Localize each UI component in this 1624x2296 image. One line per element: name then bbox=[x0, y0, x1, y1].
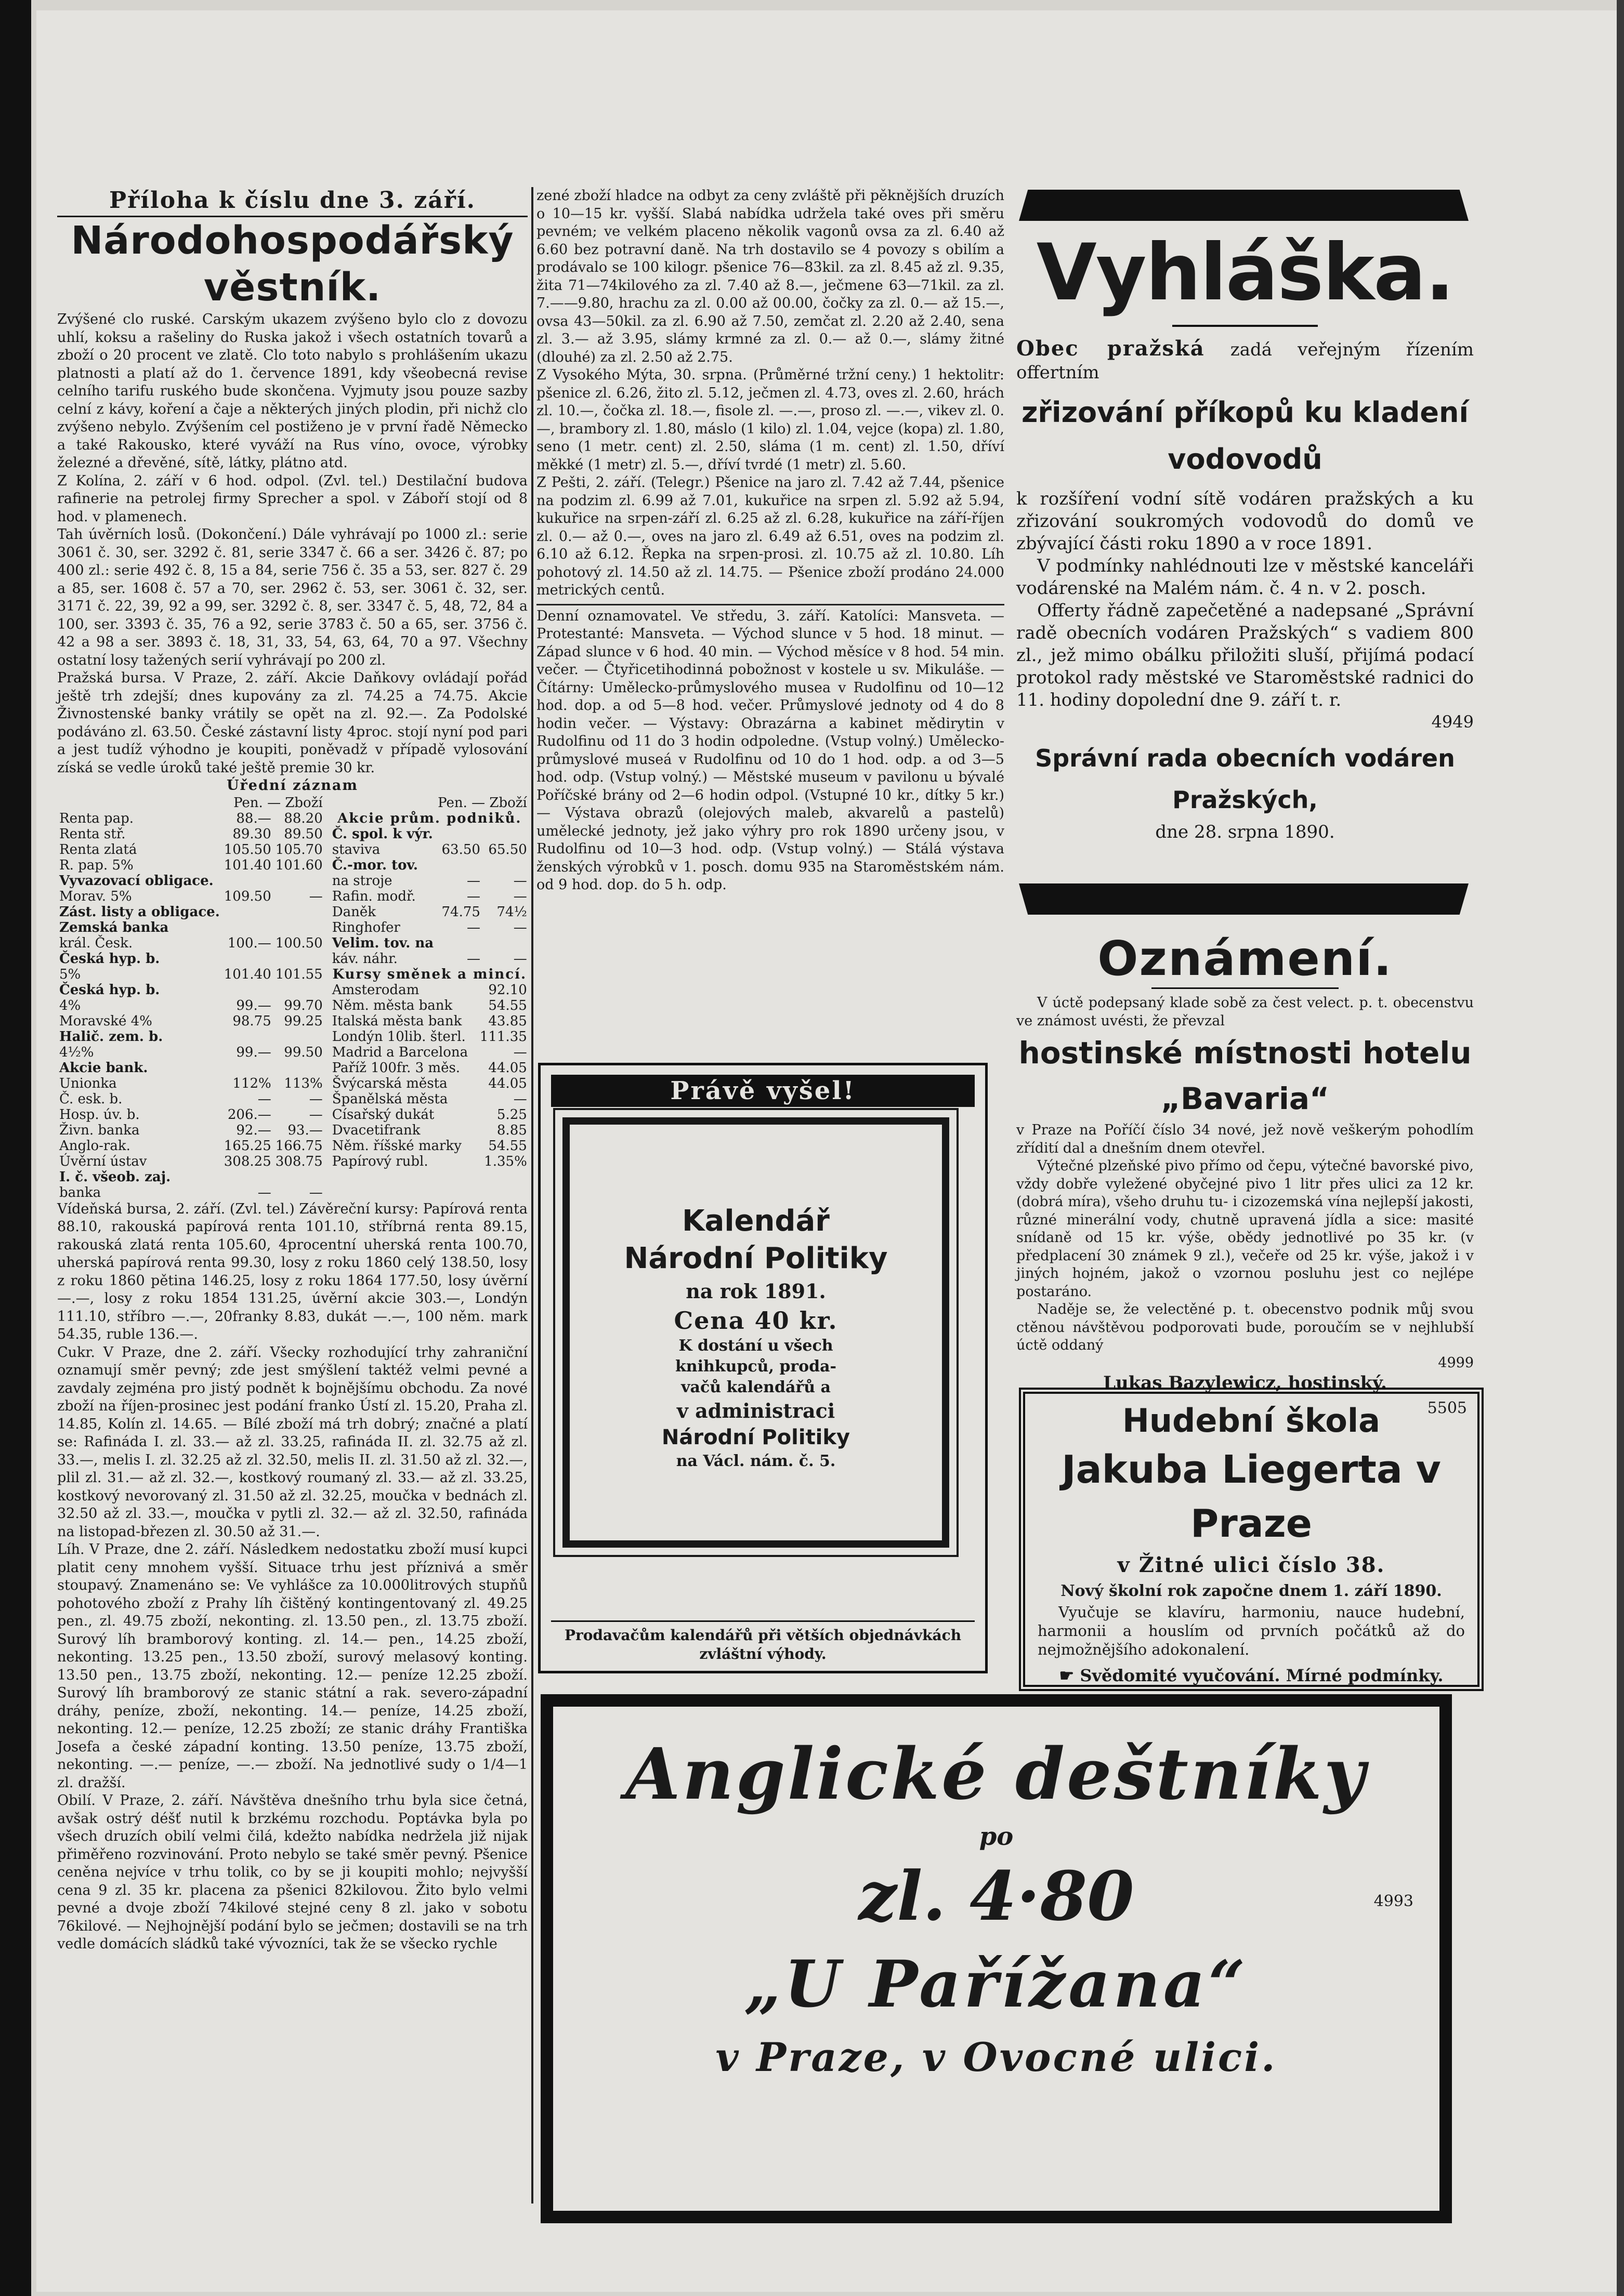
article-sugar: Cukr. V Praze, dne 2. září. Všecky rozhodující trhy zahraniční oznamují směr pevný; zde jest smýšlení taktéž velmi pevné a zavdaly zejména pro jistý podnět k bojnějšímu obchodu. Za nové zboží na říjen-prosinec jest podání franko Ústí zl. 15.20, Praha zl. 14.85, Kolín zl. 14.65. — Bílé zboží má trh dobrý; značné a platí se: Rafináda I. zl. 33.— až zl. 33.25, rafináda II. zl. 32.75 až zl. 33.—, melis I. zl. 32.25 až zl. 32.50, melis II. zl. 31.50 až zl. 32.—, plil zl. 31.— až zl. 32.—, kostkový roumaný zl. 33.— až zl. 33.25, kostkový nevorovaný zl. 31.50 až zl. 32.25, moučka v bednách zl. 32.50 až zl. 33.—, moučka v pytli zl. 32.— až zl. 32.50, rafináda na listopad-březen zl. 30.50 až 31.—. bbox=[57, 1344, 528, 1540]
quote-value bbox=[273, 1060, 325, 1076]
quote-value: 74½ bbox=[496, 904, 527, 920]
umbrellas-price-value: zl. 4·80 bbox=[858, 1856, 1134, 1936]
quote-row bbox=[330, 904, 529, 920]
vyhlaska-date: dne 28. srpna 1890. bbox=[1155, 822, 1335, 842]
vyhlaska-lead bbox=[1016, 337, 1474, 384]
quote-row bbox=[57, 1060, 325, 1076]
quote-label: Rafin. modř. bbox=[332, 888, 416, 904]
quote-value bbox=[473, 1029, 477, 1045]
quote-value: — bbox=[466, 873, 480, 889]
quote-value bbox=[473, 998, 477, 1013]
quote-value: 166.75 bbox=[275, 1138, 323, 1154]
quote-row bbox=[57, 1107, 325, 1123]
calendar-year: na rok 1891. bbox=[686, 1279, 826, 1303]
article-daily-notices: Denní oznamovatel. Ve středu, 3. září. Katolíci: Mansveta. — Protestanté: Mansveta. — Východ slunce v 5 hod. 18 minut. — Západ slunce v 6 hod. 40 min. — Východ měsíce v 8 hod. 54 min. večer. — Čtyřicetihodinná pobožnost v kostele u sv. Mikuláše. — Čítárny: Umělecko-průmyslového musea v Rudolfinu od 10—12 hod. dop. a od 5—8 hod. večer. Průmyslové jednoty od 4 do 8 hodin večer. — Výstavy: Obrazárna a kabinet mědirytin v Rudolfinu od 11 do 3 hodin odpoledne. (Vstup volný.) Umělecko-průmyslové museá v Rudolfinu od 10 do 1 hod. odp. a od 3—5 hod. odp. (Vstup volný.) — Městské museum v pavilonu u bývalé Poříčské brány od 2—6 hodin odpol. (Vstupné 10 kr., dítky 5 kr.) — Výstava obrazů (olejových maleb, akvarelů a pastelů) umělecké jednoty, jež jako výhry pro rok 1890 určeny jsou, v Rudolfinu od 10—3 hod. odp. (Vstup volný.) — Stálá výstava ženských výrobků v 1. posch. domu 935 na Staroměstském nám. od 9 hod. dop. do 5 h. odp. bbox=[536, 608, 1004, 893]
quote-value: — bbox=[513, 888, 527, 904]
fx-row bbox=[330, 1029, 529, 1045]
school-address: v Žitné ulici číslo 38. bbox=[1117, 1553, 1385, 1577]
quote-value bbox=[273, 1169, 325, 1185]
quote-value: 101.60 bbox=[275, 857, 323, 873]
quote-row bbox=[57, 811, 325, 826]
quotes-right-block bbox=[330, 795, 529, 1200]
quote-value bbox=[473, 1045, 477, 1060]
quote-row bbox=[57, 951, 325, 967]
fx-row bbox=[330, 982, 529, 998]
school-footer bbox=[1025, 1663, 1477, 1688]
fx-row bbox=[330, 1060, 529, 1076]
vyhlaska-title: Vyhláška. bbox=[1036, 228, 1454, 318]
column-rule-1 bbox=[531, 187, 533, 2203]
quote-label: Italská města bank bbox=[332, 1013, 462, 1029]
quote-value: 308.25 bbox=[224, 1153, 271, 1169]
quote-value bbox=[473, 1060, 477, 1076]
quote-row bbox=[330, 951, 529, 967]
umbrellas-shop: „U Pařížana“ bbox=[744, 1947, 1249, 2022]
calendar-line-3: vačů kalendářů a bbox=[681, 1378, 831, 1396]
school-ref: 5505 bbox=[1427, 1399, 1467, 1417]
vyhlaska-lead-text: zadá veřejným řízením offertním bbox=[1016, 339, 1474, 383]
oznameni-body-4: Naděje se, že velectěné p. t. obecenstvo podnik můj svou ctěnou návštěvou podporovati bude, poroučím se v nejhlubší úctě oddaný bbox=[1016, 1301, 1474, 1353]
vyhlaska-headline: zřizování příkopů ku kladení vodovodů bbox=[1021, 396, 1469, 476]
quote-label: Unionka bbox=[59, 1075, 117, 1091]
ad-umbrellas bbox=[541, 1694, 1452, 2223]
quote-row bbox=[57, 842, 325, 857]
quote-value: — bbox=[513, 951, 527, 967]
quote-value bbox=[273, 920, 325, 935]
quote-label: král. Česk. bbox=[59, 935, 133, 951]
article-kolin-fire: Z Kolína, 2. září v 6 hod. odpol. (Zvl. tel.) Destilační budova rafinerie na petrolej firmy Sprecher a spol. v Záboří stojí od 8 hod. v plamenech. bbox=[57, 472, 528, 525]
quote-value: 1.35% bbox=[484, 1153, 527, 1169]
quote-value: 89.50 bbox=[284, 826, 323, 842]
quote-value bbox=[473, 1013, 477, 1029]
calendar-footer: Prodavačům kalendářů při větších objednávkách zvláštní výhody. bbox=[551, 1620, 975, 1664]
quote-label: Morav. 5% bbox=[59, 888, 132, 904]
calendar-banner: Právě vyšel! bbox=[551, 1075, 975, 1107]
quote-row bbox=[57, 1076, 325, 1091]
quote-row bbox=[57, 1138, 325, 1154]
quote-value: — bbox=[309, 1091, 323, 1107]
quote-label: Česká hyp. b. bbox=[59, 982, 160, 998]
article-pest: Z Pešti, 2. září. (Telegr.) Pšenice na jaro zl. 7.42 až 7.44, pšenice na podzim zl. 6.99 až 7.01, kukuřice na srpen zl. 5.92 až 5.94, kukuřice na srpen-září zl. 6.25 až zl. 6.28, kukuřice na září-říjen zl. 0.— až 0.—, oves na jaro zl. 6.49 až 6.51, oves na podzim zl. 6.10 až 6.12. Řepka na srpen-prosi. zl. 10.75 až zl. 10.80. Líh pohotový zl. 14.50 až zl. 14.75. — Pšenice zboží prodáno 24.000 metrických centů. bbox=[536, 474, 1004, 598]
ad-vyhlaska bbox=[1016, 221, 1474, 870]
article-prague-bourse: Pražská bursa. V Praze, 2. září. Akcie Daňkovy ovládají pořád ještě trh zdejší; dnes kupovány za zl. 74.25 a 74.75. Akcie Živnostenské banky vrátily se opět na zl. 92.—. Za Podolské podáváno zl. 63.50. České zástavní listy 4proc. stojí nyní pod pari a jest tudíž výhodno je koupiti, poněvadž v případě vylosování získá se vedle úroků také ještě premie 30 kr. bbox=[57, 670, 528, 776]
quote-label: R. pap. 5% bbox=[59, 857, 134, 873]
vyhlaska-top-bar bbox=[1019, 190, 1469, 221]
quote-value bbox=[473, 1091, 477, 1107]
quote-value: 65.50 bbox=[488, 841, 527, 857]
quote-value bbox=[222, 1029, 273, 1045]
fx-row bbox=[330, 998, 529, 1013]
quote-row bbox=[57, 873, 325, 889]
quote-label: Živn. banka bbox=[59, 1122, 140, 1138]
quote-value: 113% bbox=[284, 1075, 323, 1091]
quote-value: 92.10 bbox=[488, 982, 527, 998]
quote-label: Č. esk. b. bbox=[59, 1091, 123, 1107]
article-grain: Obilí. V Praze, 2. září. Návštěva dnešního trhu byla sice četná, avšak ostrý déšť nutil k brzkému rozchodu. Poptávka byla po všech druzích obilí velmi čilá, kdežto nabídka nedržela již nijak přiměřeno rozvinování. Proto nebylo se také směr pevný. Pšenice ceněna nejvíce v trhu tolik, co by se ji koupiti mohlo; nejvyšší cena 9 zl. 35 kr. placena za pšenici 82kilovou. Žito bylo velmi pevné a dvoje zboží 74kilové stejné ceny 8 zl. jako v sobotu 76kilové. — Nejhojnější podání bylo se ječmen; dostavili se na trh vedle domácích sládků také vývozníci, tak že se všecko rychle bbox=[57, 1792, 528, 1952]
quote-row bbox=[57, 935, 325, 951]
calendar-line-6: na Václ. nám. č. 5. bbox=[676, 1452, 836, 1470]
vyhlaska-body-2: V podmínky nahlédnouti lze v městské kanceláři vodárenské na Malém nám. č. 4 n. v 2. posch. bbox=[1016, 556, 1474, 599]
fx-row bbox=[330, 1107, 529, 1123]
economic-title: Národohospodářský věstník. bbox=[71, 218, 514, 310]
pointing-hand-icon: ☛ bbox=[1059, 1666, 1080, 1685]
fx-row bbox=[330, 1154, 529, 1169]
oznameni-body-1: V úctě podepsaný klade sobě za čest velect. p. t. obecenstvu ve známost uvésti, že převzal bbox=[1016, 995, 1474, 1029]
quote-value: 101.40 bbox=[224, 857, 271, 873]
quote-value: 165.25 bbox=[224, 1138, 271, 1154]
fx-heading: Kursy směnek a mincí. bbox=[332, 966, 527, 982]
quote-value bbox=[473, 1123, 477, 1138]
calendar-line-5: Národní Politiky bbox=[661, 1426, 850, 1449]
quote-value bbox=[222, 873, 273, 889]
quote-value bbox=[222, 982, 273, 998]
quote-value bbox=[273, 873, 325, 889]
article-grain-continued: zené zboží hladce na odbyt za ceny zvláště při pěknějších druzích o 10—15 kr. vyšší. Slabá nabídka udržela také oves při směru pevném; ve velkém placeno několik vagonů ovsa za zl. 6.40 až 6.60 bez potravní daně. Na trh dostavilo se 4 povozy s obilím a prodávalo se 100 kilogr. pšenice 76—83kil. za zl. 8.45 až zl. 9.35, žita 71—74kilového za zl. 7.40 až 8.—, ječmene 63—71kil. za zl. 7.——9.80, hrachu za zl. 0.00 až 00.00, čočky za zl. 0.— až 15.—, ovsa 43—50kil. za zl. 6.90 až 7.50, zemčat zl. 2.20 až 2.40, sena zl. 3.— až 3.95, slámy krmné za zl. 0.— až 0.—, slámy žitné (dlouhé) za zl. 2.50 až 2.75. bbox=[536, 188, 1004, 365]
quote-label: banka bbox=[59, 1184, 101, 1200]
quote-label: Zemská banka bbox=[59, 919, 169, 935]
vyhlaska-ref: 4949 bbox=[1431, 712, 1474, 732]
quote-value: — bbox=[309, 1106, 323, 1123]
quote-value: 93.— bbox=[287, 1122, 323, 1138]
quote-label: Něm. říšské marky bbox=[332, 1138, 462, 1154]
quote-label: Madrid a Barcelona bbox=[332, 1044, 468, 1060]
quote-row bbox=[57, 1091, 325, 1107]
quote-row bbox=[57, 1123, 325, 1138]
ad-calendar bbox=[538, 1063, 988, 1673]
quote-value: 100.50 bbox=[275, 935, 323, 951]
quote-value: 88.20 bbox=[284, 810, 323, 826]
school-footer-text: Svědomité vyučování. Mírné podmínky. bbox=[1080, 1666, 1444, 1685]
scan-right-edge bbox=[1617, 0, 1624, 2296]
quotes-heading: Úřední záznam bbox=[227, 777, 358, 794]
quote-value bbox=[273, 951, 325, 967]
vyhlaska-signature: Správní rada obecních vodáren Pražských, bbox=[1035, 744, 1455, 814]
quote-label: Císařský dukát bbox=[332, 1106, 435, 1123]
vyhlaska-lead-bold: Obec pražská bbox=[1016, 336, 1205, 361]
quote-value: — bbox=[513, 873, 527, 889]
quote-row bbox=[57, 920, 325, 935]
school-body: Vyučuje se klavíru, harmoniu, nauce hudební, harmonii a houslím od prvních počátků až do nejmožnějšího adokonalení. bbox=[1038, 1603, 1465, 1658]
fx-row bbox=[330, 1123, 529, 1138]
calendar-line-2: knihkupců, proda- bbox=[675, 1357, 836, 1376]
industrial-shares-heading: Akcie prům. podniků. bbox=[337, 810, 522, 826]
oznameni-title: Oznámení. bbox=[1097, 931, 1393, 986]
quote-value: — bbox=[466, 951, 480, 967]
supplement-header: Příloha k číslu dne 3. září. bbox=[57, 187, 528, 217]
quote-label: Renta zlatá bbox=[59, 841, 137, 857]
quote-row bbox=[330, 920, 529, 935]
quote-label: Švýcarská města bbox=[332, 1075, 448, 1091]
quote-value: — bbox=[257, 1184, 271, 1200]
quote-row bbox=[57, 889, 325, 904]
quote-label: Renta pap. bbox=[59, 810, 134, 826]
quote-label: Hosp. úv. b. bbox=[59, 1106, 140, 1123]
umbrellas-po: po bbox=[979, 1822, 1014, 1851]
quote-value bbox=[273, 904, 325, 920]
quotes-col-header-right: Pen. — Zboží bbox=[438, 795, 527, 811]
quote-label: staviva bbox=[332, 841, 381, 857]
quote-row bbox=[57, 1045, 325, 1060]
quote-label: Španělská města bbox=[332, 1091, 448, 1107]
quotes-table-left bbox=[57, 795, 325, 1200]
quote-value: 8.85 bbox=[496, 1122, 527, 1138]
quotes-table-right bbox=[330, 795, 529, 967]
vyhlaska-rule bbox=[1172, 325, 1318, 327]
quote-value bbox=[436, 857, 482, 873]
quote-label: I. č. všeob. zaj. bbox=[59, 1169, 171, 1185]
oznameni-body-3: Výtečné plzeňské pivo přímo od čepu, výtečné bavorské pivo, vždy dobře vyležené obyčejné pivo 1 litr přes ulici za 12 kr. (dobrá míra), všeho druhu tu- i cizozemská vína nejlepší jakosti, různé minerální vody, chutně upravená jídla a sice: masité snídaně od 15 kr. výše, obědy jednotlivé po 35 kr. (v předplacení 30 známek 9 zl.), večeře od 25 kr. výše, jakož i v jiných hojném, jakož o vzornou posluhu jest co nejlépe postaráno. bbox=[1016, 1158, 1474, 1300]
quote-value: 112% bbox=[232, 1075, 271, 1091]
quote-label: káv. náhr. bbox=[332, 951, 398, 967]
school-name: Jakuba Liegerta v Praze bbox=[1062, 1447, 1441, 1546]
quote-label: Č.-mor. tov. bbox=[332, 857, 418, 873]
ad-music-school bbox=[1019, 1388, 1484, 1691]
column-economic bbox=[57, 187, 528, 2214]
ad-oznameni bbox=[1016, 930, 1474, 1393]
umbrellas-price bbox=[553, 1852, 1439, 1941]
quote-value: 54.55 bbox=[488, 1138, 527, 1154]
quote-value bbox=[436, 935, 482, 951]
fx-row bbox=[330, 1076, 529, 1091]
quote-value: 63.50 bbox=[441, 841, 480, 857]
oznameni-rule bbox=[1151, 987, 1339, 989]
umbrellas-ref: 4993 bbox=[1373, 1892, 1413, 1910]
quote-value: 88.— bbox=[236, 810, 271, 826]
quote-row bbox=[330, 935, 529, 951]
quote-row bbox=[57, 857, 325, 873]
quote-row bbox=[57, 982, 325, 998]
quote-value bbox=[473, 1107, 477, 1123]
quote-value: 101.40 bbox=[224, 966, 271, 982]
quote-label: Č. spol. k výr. bbox=[332, 826, 433, 842]
quote-value bbox=[222, 1060, 273, 1076]
quote-row bbox=[57, 826, 325, 842]
article-vienna-bourse: Vídeňská bursa, 2. září. (Zvl. tel.) Závěreční kursy: Papírová renta 88.10, rakouská papírová renta 101.10, stříbrná renta 89.15, rakouská zlatá renta 105.60, 4procentní uherská renta 100.70, uherská papírová renta 99.30, losy z roku 1860 celý 138.50, losy z roku 1860 pětina 146.25, losy z roku 1864 177.50, losy úvěrní —.—, losy z roku 1854 131.25, úvěrní akcie 303.—, Londýn 111.10, stříbro —.—, 20franky 8.83, dukát —.—, 100 něm. mark 54.35, ruble 136.—. bbox=[57, 1200, 528, 1342]
daily-notices-block bbox=[536, 604, 1004, 894]
vyhlaska-body: k rozšíření vodní sítě vodáren pražských a ku zřizování soukromých vodovodů do domů ve zbývající části roku 1890 a v roce 1891. bbox=[1016, 489, 1474, 554]
quotes-tables bbox=[57, 795, 528, 1200]
quotes-table-fx bbox=[330, 967, 529, 1169]
quote-value: 74.75 bbox=[441, 904, 480, 920]
quote-label: Něm. města bank bbox=[332, 997, 453, 1013]
quote-value: — bbox=[466, 888, 480, 904]
quote-value: 99.50 bbox=[284, 1044, 323, 1060]
quote-label: Paříž 100fr. 3 měs. bbox=[332, 1060, 461, 1076]
quote-label: 4% bbox=[59, 997, 81, 1013]
calendar-text bbox=[570, 1125, 942, 1472]
quote-label: 4½% bbox=[59, 1044, 94, 1060]
column-markets bbox=[536, 187, 1004, 1039]
quote-value: — bbox=[513, 919, 527, 935]
vyhlaska-bottom-bar bbox=[1019, 883, 1469, 915]
quote-value: 99.70 bbox=[284, 997, 323, 1013]
quote-row bbox=[57, 1154, 325, 1169]
quote-row bbox=[57, 1169, 325, 1185]
quote-value: 100.— bbox=[227, 935, 271, 951]
fx-row bbox=[330, 1091, 529, 1107]
article-russian-tariff: Zvýšené clo ruské. Carským ukazem zvýšeno bylo clo z dovozu uhlí, koksu a rašeliny do Ruska jakož i všech ostatních tovarů a zboží o 20 procent ve zlatě. Clo toto nabylo s prohlášením ukazu platnosti a platí až do 1. července 1891, kdy všeobecná revise celního tarifu ruského bude skončena. Vyjmuty jsou pouze sazby celní z kávy, koření a čaje a některých jiných plodin, při nichž clo zvýšeno nebylo. Zvýšením cel postiženo je v první řadě Německo a také Rakousko, které vyváží na Rus víno, ovoce, výrobky železné a dřevěné, sítě, látky, plátno atd. bbox=[57, 311, 528, 471]
umbrellas-address: v Praze, v Ovocné ulici. bbox=[715, 2034, 1277, 2080]
school-title: Hudební škola bbox=[1122, 1402, 1380, 1440]
quote-value: — bbox=[309, 888, 323, 904]
calendar-title: Kalendář bbox=[682, 1204, 830, 1238]
quote-value: 111.35 bbox=[479, 1028, 527, 1045]
calendar-subtitle: Národní Politiky bbox=[624, 1242, 888, 1275]
quote-value bbox=[222, 1169, 273, 1185]
fx-row bbox=[330, 1013, 529, 1029]
fx-row bbox=[330, 1045, 529, 1060]
quote-row bbox=[57, 1029, 325, 1045]
quote-row bbox=[57, 967, 325, 982]
quote-label: Akcie bank. bbox=[59, 1060, 148, 1076]
quote-value bbox=[473, 1138, 477, 1154]
quote-value: 43.85 bbox=[488, 1013, 527, 1029]
quote-value bbox=[482, 935, 529, 951]
fx-row bbox=[330, 1138, 529, 1154]
quote-value: 308.75 bbox=[275, 1153, 323, 1169]
quote-label: Halič. zem. b. bbox=[59, 1028, 163, 1045]
quote-label: Ringhofer bbox=[332, 919, 400, 935]
school-year: Nový školní rok započne dnem 1. září 1890. bbox=[1060, 1582, 1442, 1600]
quote-label: Velim. tov. na bbox=[332, 935, 434, 951]
quote-label: Daněk bbox=[332, 904, 376, 920]
quote-label: 5% bbox=[59, 966, 81, 982]
quote-row bbox=[330, 826, 529, 842]
quote-value: 44.05 bbox=[488, 1060, 527, 1076]
quote-value: 98.75 bbox=[232, 1013, 271, 1029]
quote-value: 92.— bbox=[236, 1122, 271, 1138]
quote-row bbox=[57, 998, 325, 1013]
quote-label: Amsterodam bbox=[332, 982, 420, 998]
article-vysoke-myto: Z Vysokého Mýta, 30. srpna. (Průměrné tržní ceny.) 1 hektolitr: pšenice zl. 6.26, žito zl. 5.12, ječmen zl. 4.73, oves zl. 2.60, hrách zl. 10.—, čočka zl. 18.—, fisole zl. —.—, proso zl. —.—, vikev zl. 0.—, brambory zl. 1.80, máslo (1 kilo) zl. 1.04, vejce (kopa) zl. 1.80, seno (1 metr. cent) zl. 2.50, sláma (1 m. cent) zl. 1.50, dříví měkké (1 metr) zl. 5.—, dříví tvrdé (1 metr) zl. 5.60. bbox=[536, 367, 1004, 473]
quote-value: 44.05 bbox=[488, 1075, 527, 1091]
oznameni-signature: Lukas Bazylewicz, hostinský. bbox=[1103, 1372, 1387, 1393]
article-spirits: Líh. V Praze, dne 2. září. Následkem nedostatku zboží musí kupci platit ceny mnohem vyšší. Situace trhu jest příznivá a směr stoupavý. Znamenáno se: Ve vyhlášce za 10.000litrových stupňů pohotového zboží z Prahy líh čištěný kontingentovaný zl. 49.25 pen., zl. 49.75 zboží, nekonting. zl. 13.50 pen., zl. 13.75 zboží. Surový líh bramborový konting. zl. 14.— pen., 14.25 zboží, nekonting. 13.25 pen., 13.50 zboží, surový melasový konting. 13.50 pen., 13.75 zboží, nekonting. 12.— peníze 12.25 zboží. Surový líh bramborový ze stanic státní a rak. severo-západní dráhy, peníze, zboží, nekonting. 14.— peníze, 14.25 zboží, nekonting. 12.— peníze, 12.25 zboží; ze stanic dráhy Františka Josefa a české západní konting. 13.50 peníze, 13.75 zboží, nekonting. —.— peníze, —.— zboží. Na jednotlivé sudy o 1/4—1 zl. dražší. bbox=[57, 1541, 528, 1791]
calendar-ornament-frame bbox=[562, 1117, 949, 1548]
quote-label: Papírový rubl. bbox=[332, 1153, 428, 1169]
quote-value: 99.— bbox=[236, 997, 271, 1013]
quote-value: 89.30 bbox=[232, 826, 271, 842]
quote-value: 54.55 bbox=[488, 997, 527, 1013]
quote-value: — bbox=[466, 919, 480, 935]
quote-row bbox=[57, 1185, 325, 1200]
quote-value bbox=[482, 857, 529, 873]
quote-value: 5.25 bbox=[496, 1106, 527, 1123]
quote-value: 101.55 bbox=[275, 966, 323, 982]
quote-row bbox=[330, 842, 529, 857]
quote-row bbox=[330, 873, 529, 889]
quote-value bbox=[273, 1029, 325, 1045]
quote-row bbox=[330, 889, 529, 904]
quote-value: 206.— bbox=[227, 1106, 271, 1123]
quote-label: Dvacetifrank bbox=[332, 1122, 421, 1138]
quote-value: — bbox=[513, 1091, 527, 1107]
quote-value bbox=[473, 982, 477, 998]
calendar-line-1: K dostání u všech bbox=[678, 1337, 833, 1355]
quote-label: Renta stř. bbox=[59, 826, 126, 842]
quote-value bbox=[473, 1154, 477, 1169]
quote-value: 109.50 bbox=[224, 888, 271, 904]
quote-row bbox=[57, 1013, 325, 1029]
quote-value: — bbox=[513, 1044, 527, 1060]
quotes-col-header-left: Pen. — Zboží bbox=[233, 795, 323, 811]
quote-label: na stroje bbox=[332, 873, 392, 889]
calendar-line-4: v administraci bbox=[676, 1399, 835, 1422]
article-lottery: Tah úvěrních losů. (Dokončení.) Dále vyhrávají po 1000 zl.: serie 3061 č. 30, ser. 3292 č. 81, serie 3347 č. 66 a ser. 3426 č. 87; po 400 zl.: serie 492 č. 8, 15 a 84, serie 756 č. 35 a 53, ser. 827 č. 29 a 85, ser. 1608 č. 57 a 70, ser. 2962 č. 53, ser. 3061 č. 32, ser. 3171 č. 22, 39, 92 a 99, ser. 3292 č. 8, ser. 3347 č. 5, 48, 72, 84 a 100, ser. 3393 č. 35, 76 a 92, serie 3783 č. 50 a 65, ser. 3756 č. 42 a 98 a ser. 3893 č. 18, 31, 33, 54, 63, 64, 70 a 97. Všechny ostatní losy tažených serií vyhrávají po 200 zl. bbox=[57, 526, 528, 668]
oznameni-body-2: v Praze na Poříčí číslo 34 nové, jež nově veškerým pohodlím zřídití dal a dnešním dnem otevřel. bbox=[1016, 1122, 1474, 1156]
vyhlaska-body-3: Offerty řádně zapečetěné a nadepsané „Správní radě obecních vodáren Pražských“ s vadiem 800 zl., jež mimo obálku přiložiti sluší, přijímá podací protokol rady městské ve Staroměstské radnici do 11. hodiny dopolední dne 9. září t. r. bbox=[1016, 600, 1474, 710]
quote-value: — bbox=[257, 1091, 271, 1107]
quote-value bbox=[222, 920, 273, 935]
quote-label: Londýn 10lib. šterl. bbox=[332, 1028, 466, 1045]
umbrellas-title: Anglické deštníky bbox=[625, 1733, 1367, 1816]
quote-row bbox=[330, 857, 529, 873]
quote-value: 105.70 bbox=[275, 841, 323, 857]
quote-label: Vyvazovací obligace. bbox=[59, 873, 214, 889]
scan-left-edge bbox=[0, 0, 31, 2296]
quote-label: Úvěrní ústav bbox=[59, 1153, 147, 1169]
quote-label: Anglo-rak. bbox=[59, 1138, 130, 1154]
quote-value: 99.25 bbox=[284, 1013, 323, 1029]
quote-value bbox=[436, 826, 482, 842]
quote-value: 105.50 bbox=[224, 841, 271, 857]
quote-value bbox=[273, 982, 325, 998]
oznameni-ref: 4999 bbox=[1438, 1354, 1474, 1371]
calendar-price: Cena 40 kr. bbox=[674, 1307, 838, 1335]
quote-value bbox=[473, 1076, 477, 1091]
quote-value: 99.— bbox=[236, 1044, 271, 1060]
quote-value bbox=[222, 904, 273, 920]
quote-label: Zást. listy a obligace. bbox=[59, 904, 220, 920]
oznameni-hotel: hostinské místnosti hotelu „Bavaria“ bbox=[1018, 1035, 1472, 1116]
quote-value: — bbox=[309, 1184, 323, 1200]
quote-value bbox=[482, 826, 529, 842]
quote-row bbox=[57, 904, 325, 920]
quote-label: Moravské 4% bbox=[59, 1013, 152, 1029]
quote-value bbox=[222, 951, 273, 967]
quote-label: Česká hyp. b. bbox=[59, 951, 160, 967]
